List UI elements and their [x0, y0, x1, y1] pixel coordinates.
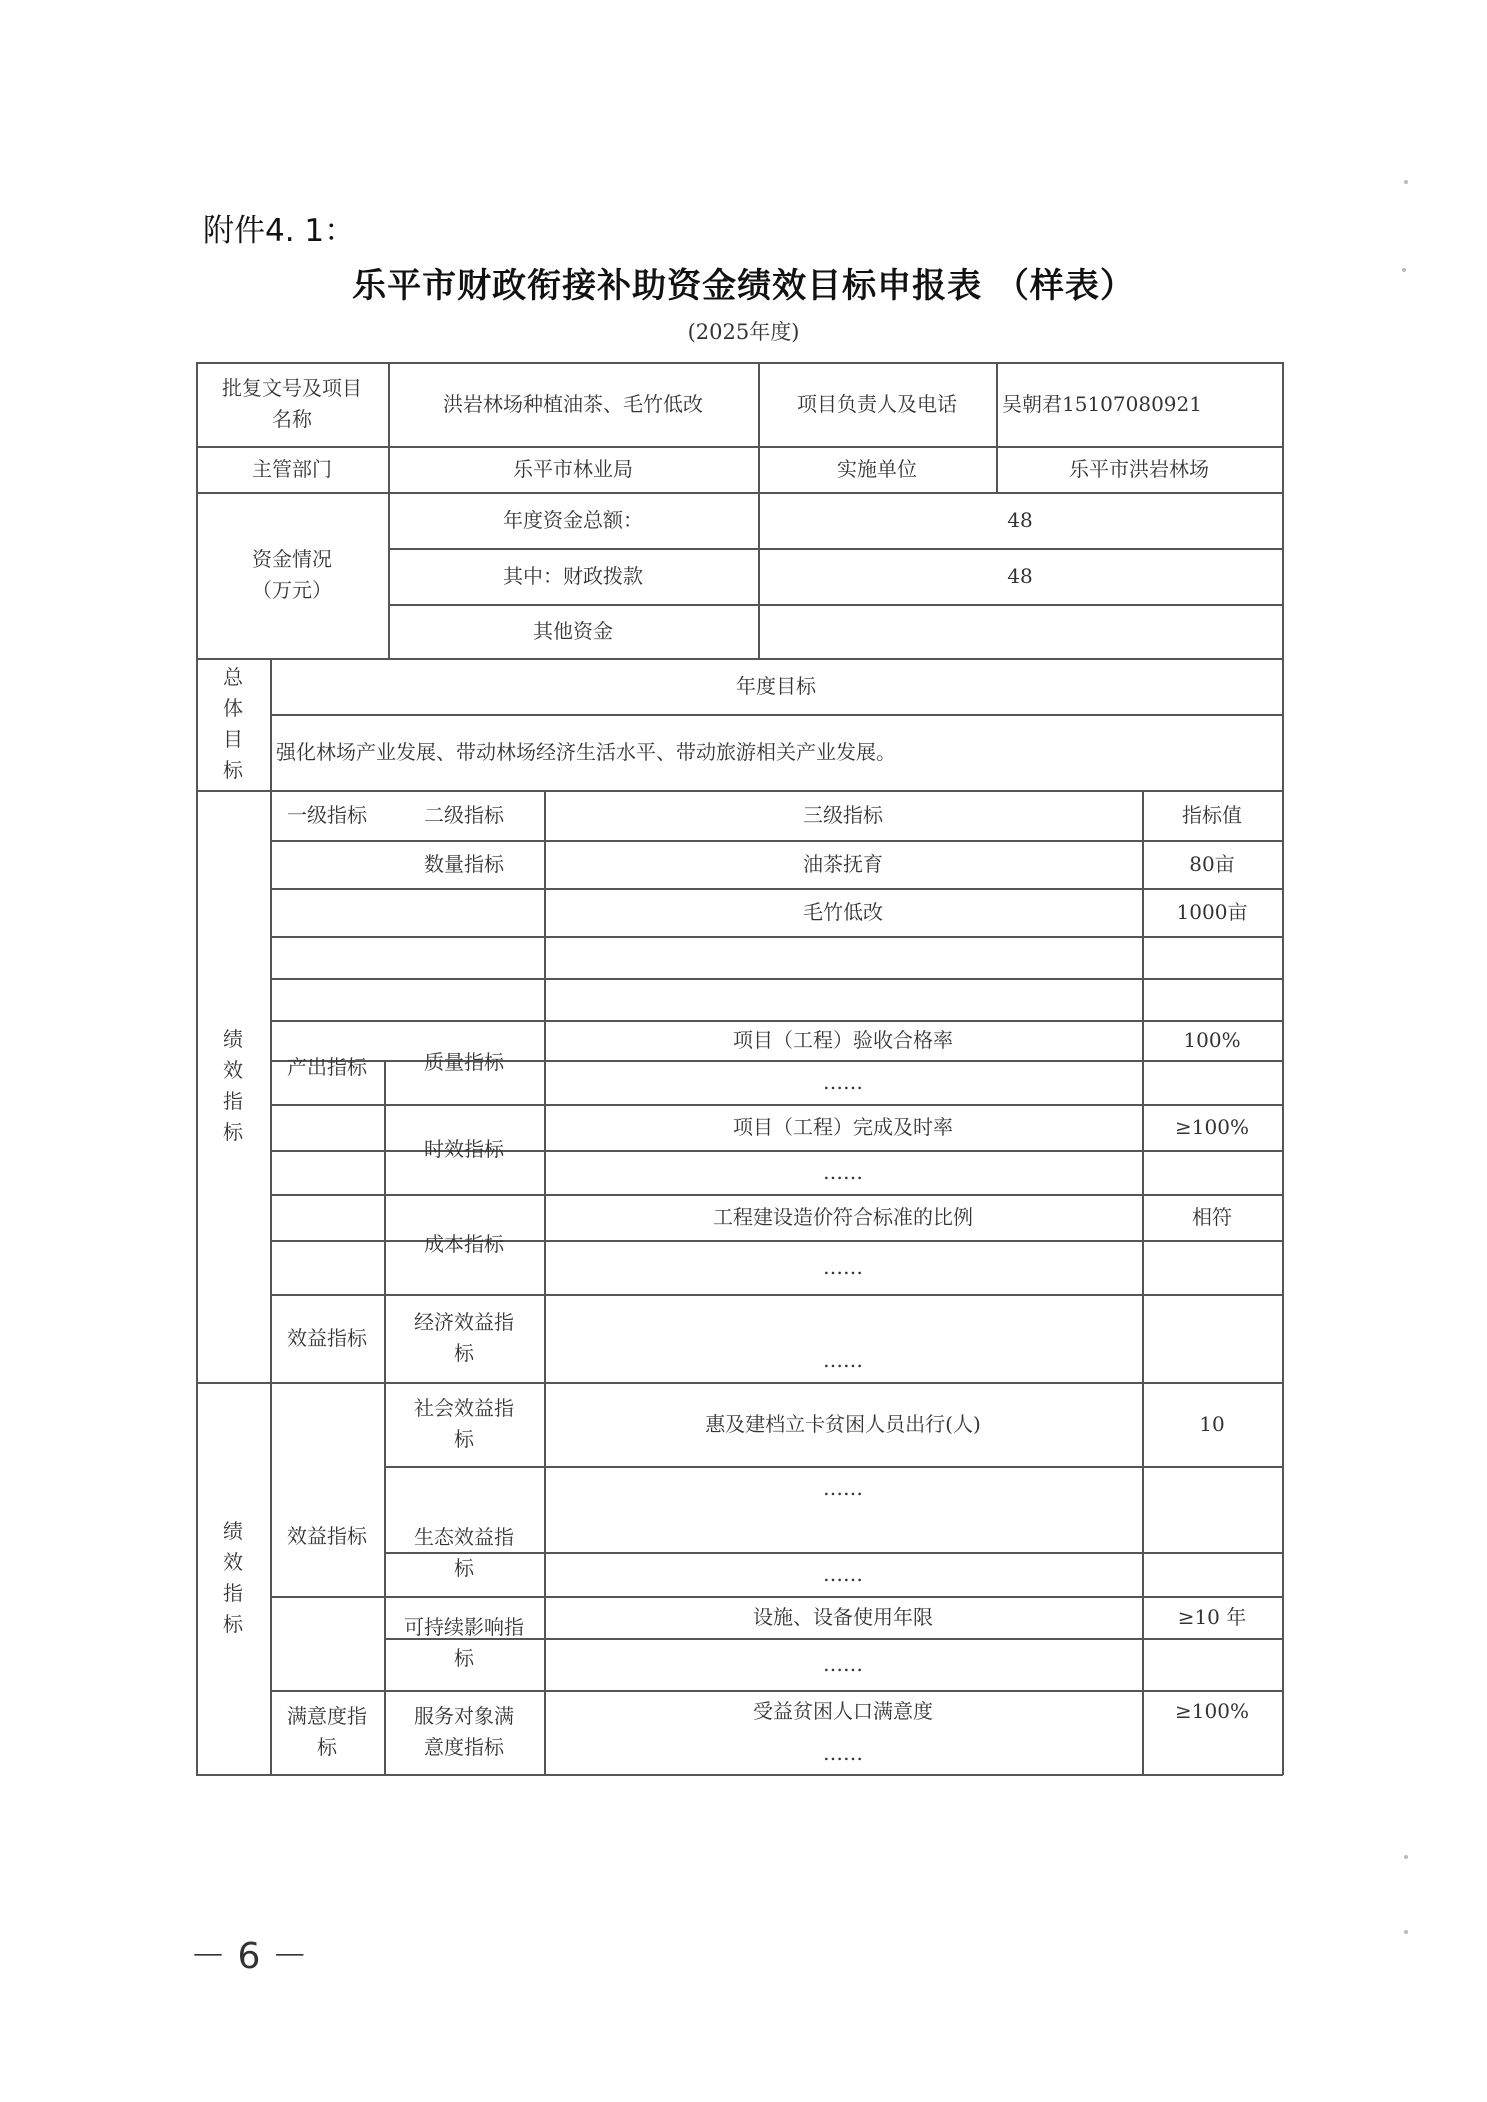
- scan-speck: [1402, 268, 1406, 272]
- cost-label: 成本指标: [424, 1231, 504, 1256]
- attachment-label: 附件4. 1：: [203, 213, 356, 249]
- benefit-label-1: 效益指标: [287, 1325, 367, 1350]
- quality-item: 项目（工程）验收合格率: [733, 1027, 953, 1052]
- page-number: － 6 －: [190, 1936, 308, 1977]
- contact-label: 项目负责人及电话: [797, 391, 957, 416]
- cost-item: 工程建设造价符合标准的比例: [713, 1204, 973, 1229]
- sustain-label: 可持续影响指标: [404, 1615, 524, 1670]
- table-rule: [270, 936, 1283, 938]
- contact-value: 吴朝君15107080921: [1002, 391, 1202, 416]
- table-rule: [1282, 362, 1284, 1775]
- satis-value: ≥100%: [1175, 1698, 1249, 1723]
- cost-ellipsis: ……: [823, 1254, 863, 1279]
- qty-item-1: 油茶抚育: [803, 851, 883, 876]
- table-rule: [196, 1774, 1283, 1776]
- dept-value: 乐平市林业局: [513, 456, 633, 481]
- funds-label: 资金情况（万元）: [252, 547, 332, 602]
- project-name-value: 洪岩林场种植油茶、毛竹低改: [443, 391, 703, 416]
- annual-goal-text: 强化林场产业发展、带动林场经济生活水平、带动旅游相关产业发展。: [276, 739, 896, 764]
- table-rule: [384, 888, 545, 890]
- timely-label: 时效指标: [424, 1136, 504, 1161]
- output-label: 产出指标: [287, 1054, 367, 1079]
- quality-label: 质量指标: [424, 1049, 504, 1074]
- table-rule: [270, 978, 1283, 980]
- benefit-label-2: 效益指标: [287, 1523, 367, 1548]
- econ-label: 经济效益指标: [414, 1310, 514, 1365]
- dept-label: 主管部门: [252, 456, 332, 481]
- col-level1: 一级指标: [287, 802, 367, 827]
- timely-value: ≥100%: [1175, 1114, 1249, 1139]
- col-level2: 二级指标: [424, 802, 504, 827]
- qty-item-2: 毛竹低改: [803, 899, 883, 924]
- quality-ellipsis: ……: [823, 1069, 863, 1094]
- perf-label-1: 绩效指标: [223, 1027, 243, 1144]
- social-ellipsis: ……: [823, 1475, 863, 1500]
- col-level3: 三级指标: [803, 802, 883, 827]
- social-item: 惠及建档立卡贫困人员出行(人): [705, 1411, 981, 1436]
- impl-label: 实施单位: [837, 456, 917, 481]
- eco-label: 生态效益指标: [414, 1525, 514, 1580]
- satis-sub-label: 服务对象满意度指标: [414, 1704, 514, 1759]
- econ-ellipsis: ……: [823, 1347, 863, 1372]
- document-title: 乐平市财政衔接补助资金绩效目标申报表 （样表）: [352, 266, 1135, 306]
- qty-value-2: 1000亩: [1176, 899, 1248, 924]
- timely-item: 项目（工程）完成及时率: [733, 1114, 953, 1139]
- annual-goal-label: 年度目标: [736, 673, 816, 698]
- qty-label: 数量指标: [424, 851, 504, 876]
- timely-ellipsis: ……: [823, 1159, 863, 1184]
- funds-fiscal-label: 其中：财政拨款: [503, 563, 643, 588]
- perf-label-2: 绩效指标: [223, 1519, 243, 1636]
- satis-label: 满意度指标: [287, 1704, 367, 1759]
- sustain-ellipsis: ……: [823, 1651, 863, 1676]
- document-year: (2025年度): [687, 320, 800, 344]
- scan-speck: [1404, 1930, 1408, 1934]
- funds-total-label: 年度资金总额：: [503, 507, 643, 532]
- project-name-label: 批复文号及项目名称: [222, 376, 362, 431]
- sustain-item: 设施、设备使用年限: [753, 1604, 933, 1629]
- satis-item: 受益贫困人口满意度: [753, 1698, 933, 1723]
- social-value: 10: [1199, 1411, 1225, 1436]
- sustain-value: ≥10 年: [1177, 1604, 1247, 1629]
- funds-other-value: [758, 604, 1282, 658]
- scan-speck: [1404, 180, 1408, 184]
- col-value: 指标值: [1182, 802, 1242, 827]
- overall-goal-label: 总体目标: [223, 665, 243, 782]
- quality-value: 100%: [1183, 1027, 1241, 1052]
- satis-ellipsis: ……: [823, 1740, 863, 1765]
- eco-ellipsis: ……: [823, 1561, 863, 1586]
- qty-value-1: 80亩: [1189, 851, 1235, 876]
- social-label: 社会效益指标: [414, 1396, 514, 1451]
- impl-value: 乐平市洪岩林场: [1069, 456, 1209, 481]
- funds-total-value: 48: [1007, 507, 1033, 532]
- funds-other-label: 其他资金: [533, 618, 613, 643]
- scan-speck: [1404, 1855, 1408, 1859]
- funds-fiscal-value: 48: [1007, 563, 1033, 588]
- cost-value: 相符: [1192, 1204, 1232, 1229]
